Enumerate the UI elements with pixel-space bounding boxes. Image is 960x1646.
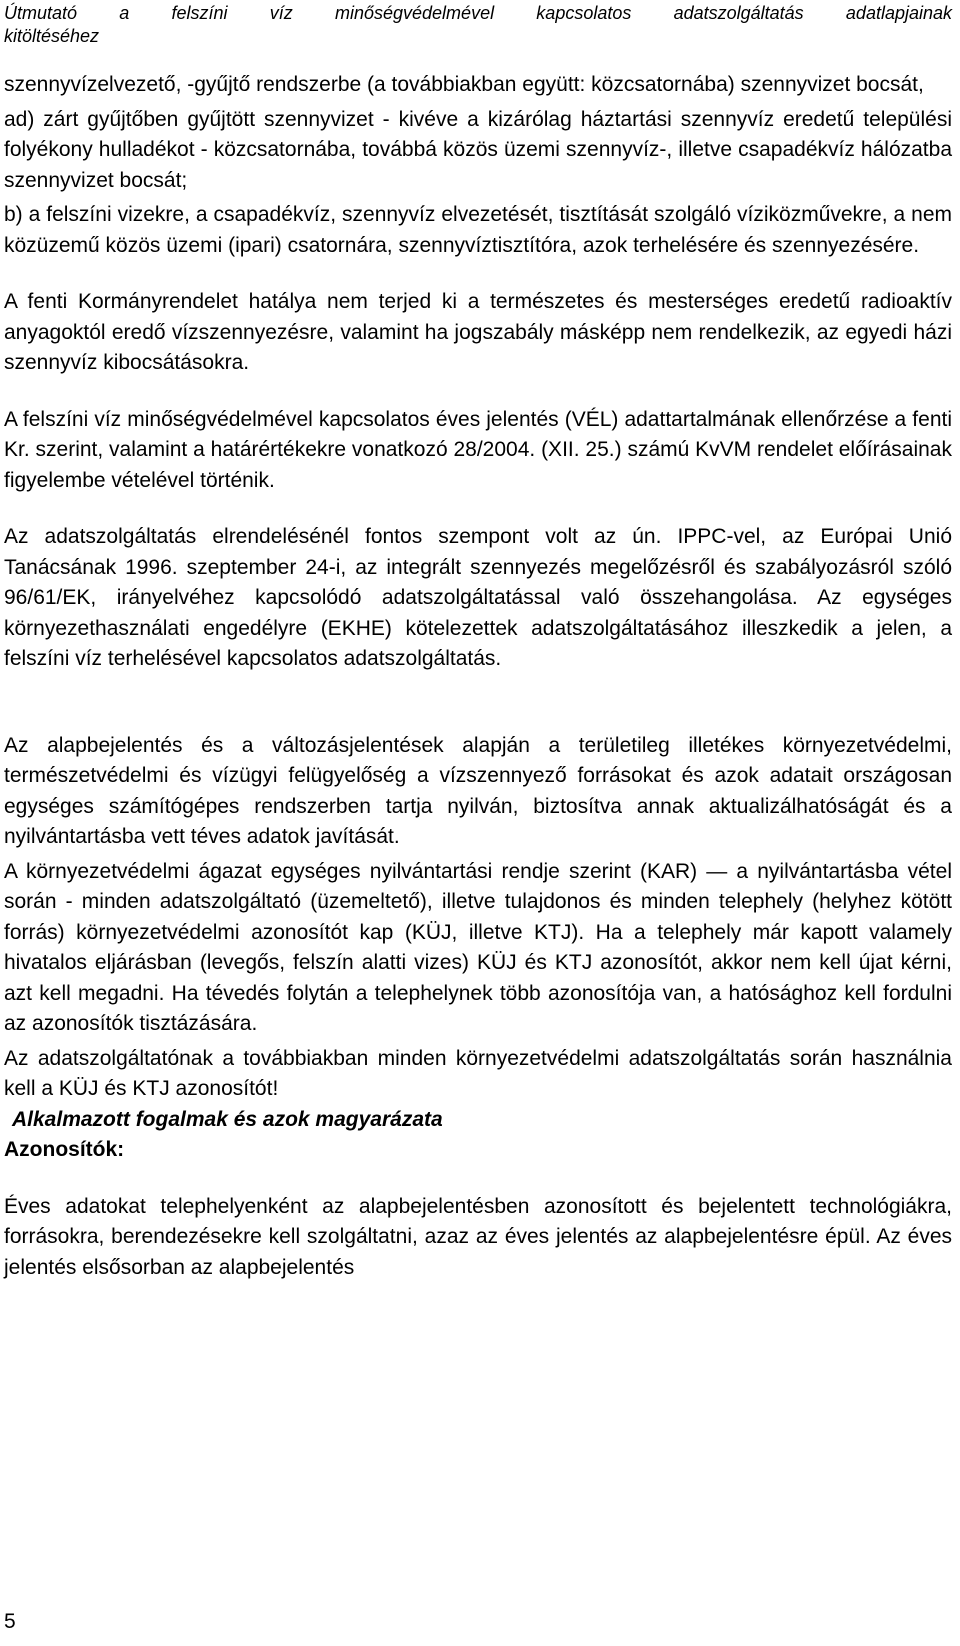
paragraph-scope-exclusion: A fenti Kormányrendelet hatálya nem terjed ki a természetes és mesterséges eredetű radioaktív anyagoktól eredő vízszennyezésre, valamint ha jogszabály másképp nem rendelkezik, az egyedi házi szennyvíz kibocsátásokra.	[4, 290, 952, 374]
subsection-heading: Azonosítók:	[4, 1138, 125, 1161]
document-body	[4, 70, 952, 1283]
paragraph-continuation: szennyvízelvezető, -gyűjtő rendszerbe (a továbbiakban együtt: közcsatornába) szennyvizet bocsát,	[4, 73, 924, 96]
paragraph-registration: Az alapbejelentés és a változásjelentések alapján a területileg illetékes környezetvédelmi, természetvédelmi és vízügyi felügyelőség a vízszennyező forrásokat és azok adatait országosan egységes számítógépes rendszerben tartja nyilván, biztosítva annak aktualizálhatóságát és a nyilvántartásba vett téves adatok javítását.	[4, 733, 952, 848]
running-header	[4, 2, 952, 48]
paragraph-item-ad: ad) zárt gyűjtőben gyűjtött szennyvizet - kivéve a kizárólag háztartási szennyvíz eredetű települési folyékony hulladékot - közcsatornába, továbbá közös üzemi szennyvíz-, illetve csapadékvíz hálózatba szennyvizet bocsát;	[4, 107, 952, 192]
paragraph-vel-report: A felszíni víz minőségvédelmével kapcsolatos éves jelentés (VÉL) adattartalmának ellenőrzése a fenti Kr. szerint, valamint a határértékekre vonatkozó 28/2004. (XII. 25.) számú KvVM rendelet előírásainak figyelembe vételével történik.	[4, 407, 952, 492]
paragraph-ippc: Az adatszolgáltatás elrendelésénél fontos szempont volt az ún. IPPC-vel, az Európai Unió Tanácsának 1996. szeptember 24-i, az integrált szennyezés megelőzésről és szabályozásról szóló 96/61/EK, irányelvéhez kapcsolódó adatszolgáltatással való összehangolása. Az egységes környezethasználati engedélyre (EKHE) kötelezettek adatszolgáltatásához illeszkedik a jelen, a felszíni víz terhelésével kapcsolatos adatszolgáltatás.	[4, 525, 952, 670]
section-heading: Alkalmazott fogalmak és azok magyarázata	[12, 1107, 443, 1131]
running-header-line-1: Útmutató a felszíni víz minőségvédelmével kapcsolatos adatszolgáltatás adatlapjainak	[4, 3, 952, 23]
paragraph-kar: A környezetvédelmi ágazat egységes nyilvántartási rendje szerint (KAR) — a nyilvántartásba vétel során - minden adatszolgáltató (üzemeltető), illetve tulajdonos és minden telephely (helyhez kötött forrás) környezetvédelmi azonosítót kap (KÜJ, illetve KTJ). Ha a telephely már kapott valamely hivatalos eljárásban (levegős, felszín alatti vizes) KÜJ és KTJ azonosítót, akkor nem kell újat kérni, azt kell megadni. Ha tévedés folytán a telephelynek több azonosítója van, a hatósághoz kell fordulni az azonosítók tisztázására.	[4, 859, 952, 1035]
page-number: 5	[4, 1610, 16, 1633]
paragraph-annual-data: Éves adatokat telephelyenként az alapbejelentésben azonosított és bejelentett technológiákra, forrásokra, berendezésekre kell szolgáltatni, azaz az éves jelentés az alapbejelentésre épül. Az éves jelentés elsősorban az alapbejelentés	[4, 1194, 952, 1279]
paragraph-item-b: b) a felszíni vizekre, a csapadékvíz, szennyvíz elvezetését, tisztítását szolgáló víziközművekre, a nem közüzemű közös üzemi (ipari) csatornára, szennyvíztisztítóra, azok terhelésére és szennyezésére.	[4, 203, 952, 257]
paragraph-kuj-ktj-notice: Az adatszolgáltatónak a továbbiakban minden környezetvédelmi adatszolgáltatás során használnia kell a KÜJ és KTJ azonosítót!	[4, 1046, 952, 1100]
running-header-line-2: kitöltéséhez	[4, 26, 100, 46]
